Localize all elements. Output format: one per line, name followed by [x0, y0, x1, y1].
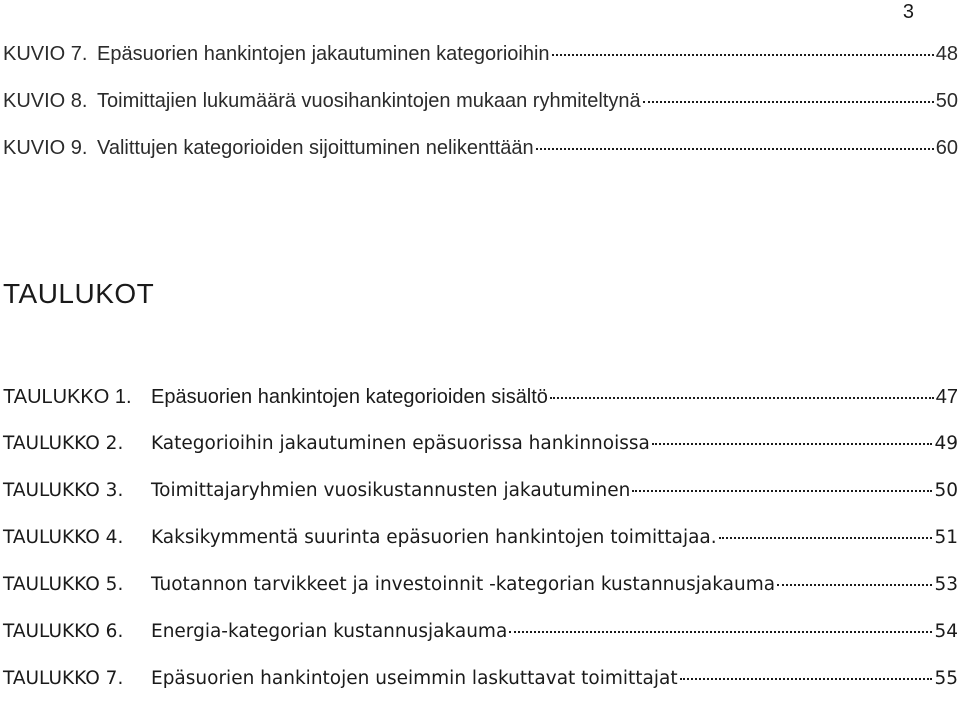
dot-leader: [632, 490, 932, 492]
toc-entry-table-6[interactable]: [3, 620, 958, 667]
entry-title: Toimittajaryhmien vuosikustannusten jakautuminen: [151, 480, 631, 501]
figures-list: [3, 42, 958, 183]
entry-page: 48: [935, 43, 958, 65]
entry-title: Kaksikymmentä suurinta epäsuorien hankintojen toimittajaa.: [151, 527, 717, 548]
entry-page: 50: [934, 480, 958, 501]
entry-page: 49: [934, 433, 958, 454]
dot-leader: [777, 584, 932, 586]
dot-leader: [680, 678, 933, 680]
toc-entry-figure-9[interactable]: [3, 136, 958, 183]
toc-entry-figure-7[interactable]: [3, 42, 958, 89]
entry-page: 50: [935, 90, 958, 112]
section-heading-tables: TAULUKOT: [3, 278, 155, 309]
entry-title: Kategorioihin jakautuminen epäsuorissa hankinnoissa: [151, 433, 650, 454]
entry-title: Epäsuorien hankintojen useimmin laskuttavat toimittajat: [151, 668, 678, 689]
entry-label: KUVIO 9.: [3, 137, 88, 159]
page-number: 3: [902, 1, 914, 23]
entry-page: 60: [935, 137, 958, 159]
dot-leader: [643, 101, 934, 103]
entry-page: 53: [934, 574, 958, 595]
entry-page: 54: [934, 621, 958, 642]
toc-entry-table-1[interactable]: [3, 385, 958, 432]
entry-title: Epäsuorien hankintojen kategorioiden sisältö: [151, 386, 548, 408]
dot-leader: [652, 443, 933, 445]
entry-label: TAULUKKO 4.: [3, 527, 124, 548]
entry-title: Toimittajien lukumäärä vuosihankintojen mukaan ryhmiteltynä: [97, 90, 641, 112]
dot-leader: [552, 54, 934, 56]
entry-title: Tuotannon tarvikkeet ja investoinnit -kategorian kustannusjakauma: [151, 574, 776, 595]
entry-label: TAULUKKO 5.: [3, 574, 124, 595]
entry-label: TAULUKKO 2.: [3, 433, 124, 454]
toc-entry-table-2[interactable]: [3, 432, 958, 479]
entry-title: Energia-kategorian kustannusjakauma: [151, 621, 508, 642]
toc-entry-table-7[interactable]: [3, 667, 958, 714]
dot-leader: [719, 537, 933, 539]
dot-leader: [536, 148, 934, 150]
dot-leader: [550, 397, 934, 399]
entry-page: 55: [934, 668, 958, 689]
entry-title: Epäsuorien hankintojen jakautuminen kategorioihin: [97, 43, 550, 65]
dot-leader: [509, 631, 932, 633]
entry-label: TAULUKKO 3.: [3, 480, 124, 501]
entry-title: Valittujen kategorioiden sijoittuminen nelikenttään: [97, 137, 534, 159]
tables-list: [3, 385, 958, 714]
entry-label: TAULUKKO 6.: [3, 621, 124, 642]
entry-label: KUVIO 8.: [3, 90, 88, 112]
entry-page: 51: [934, 527, 958, 548]
toc-entry-table-3[interactable]: [3, 479, 958, 526]
entry-label: TAULUKKO 1.: [3, 386, 132, 408]
toc-entry-table-5[interactable]: [3, 573, 958, 620]
toc-entry-table-4[interactable]: [3, 526, 958, 573]
toc-entry-figure-8[interactable]: [3, 89, 958, 136]
entry-label: TAULUKKO 7.: [3, 668, 124, 689]
entry-label: KUVIO 7.: [3, 43, 88, 65]
entry-page: 47: [935, 386, 958, 408]
